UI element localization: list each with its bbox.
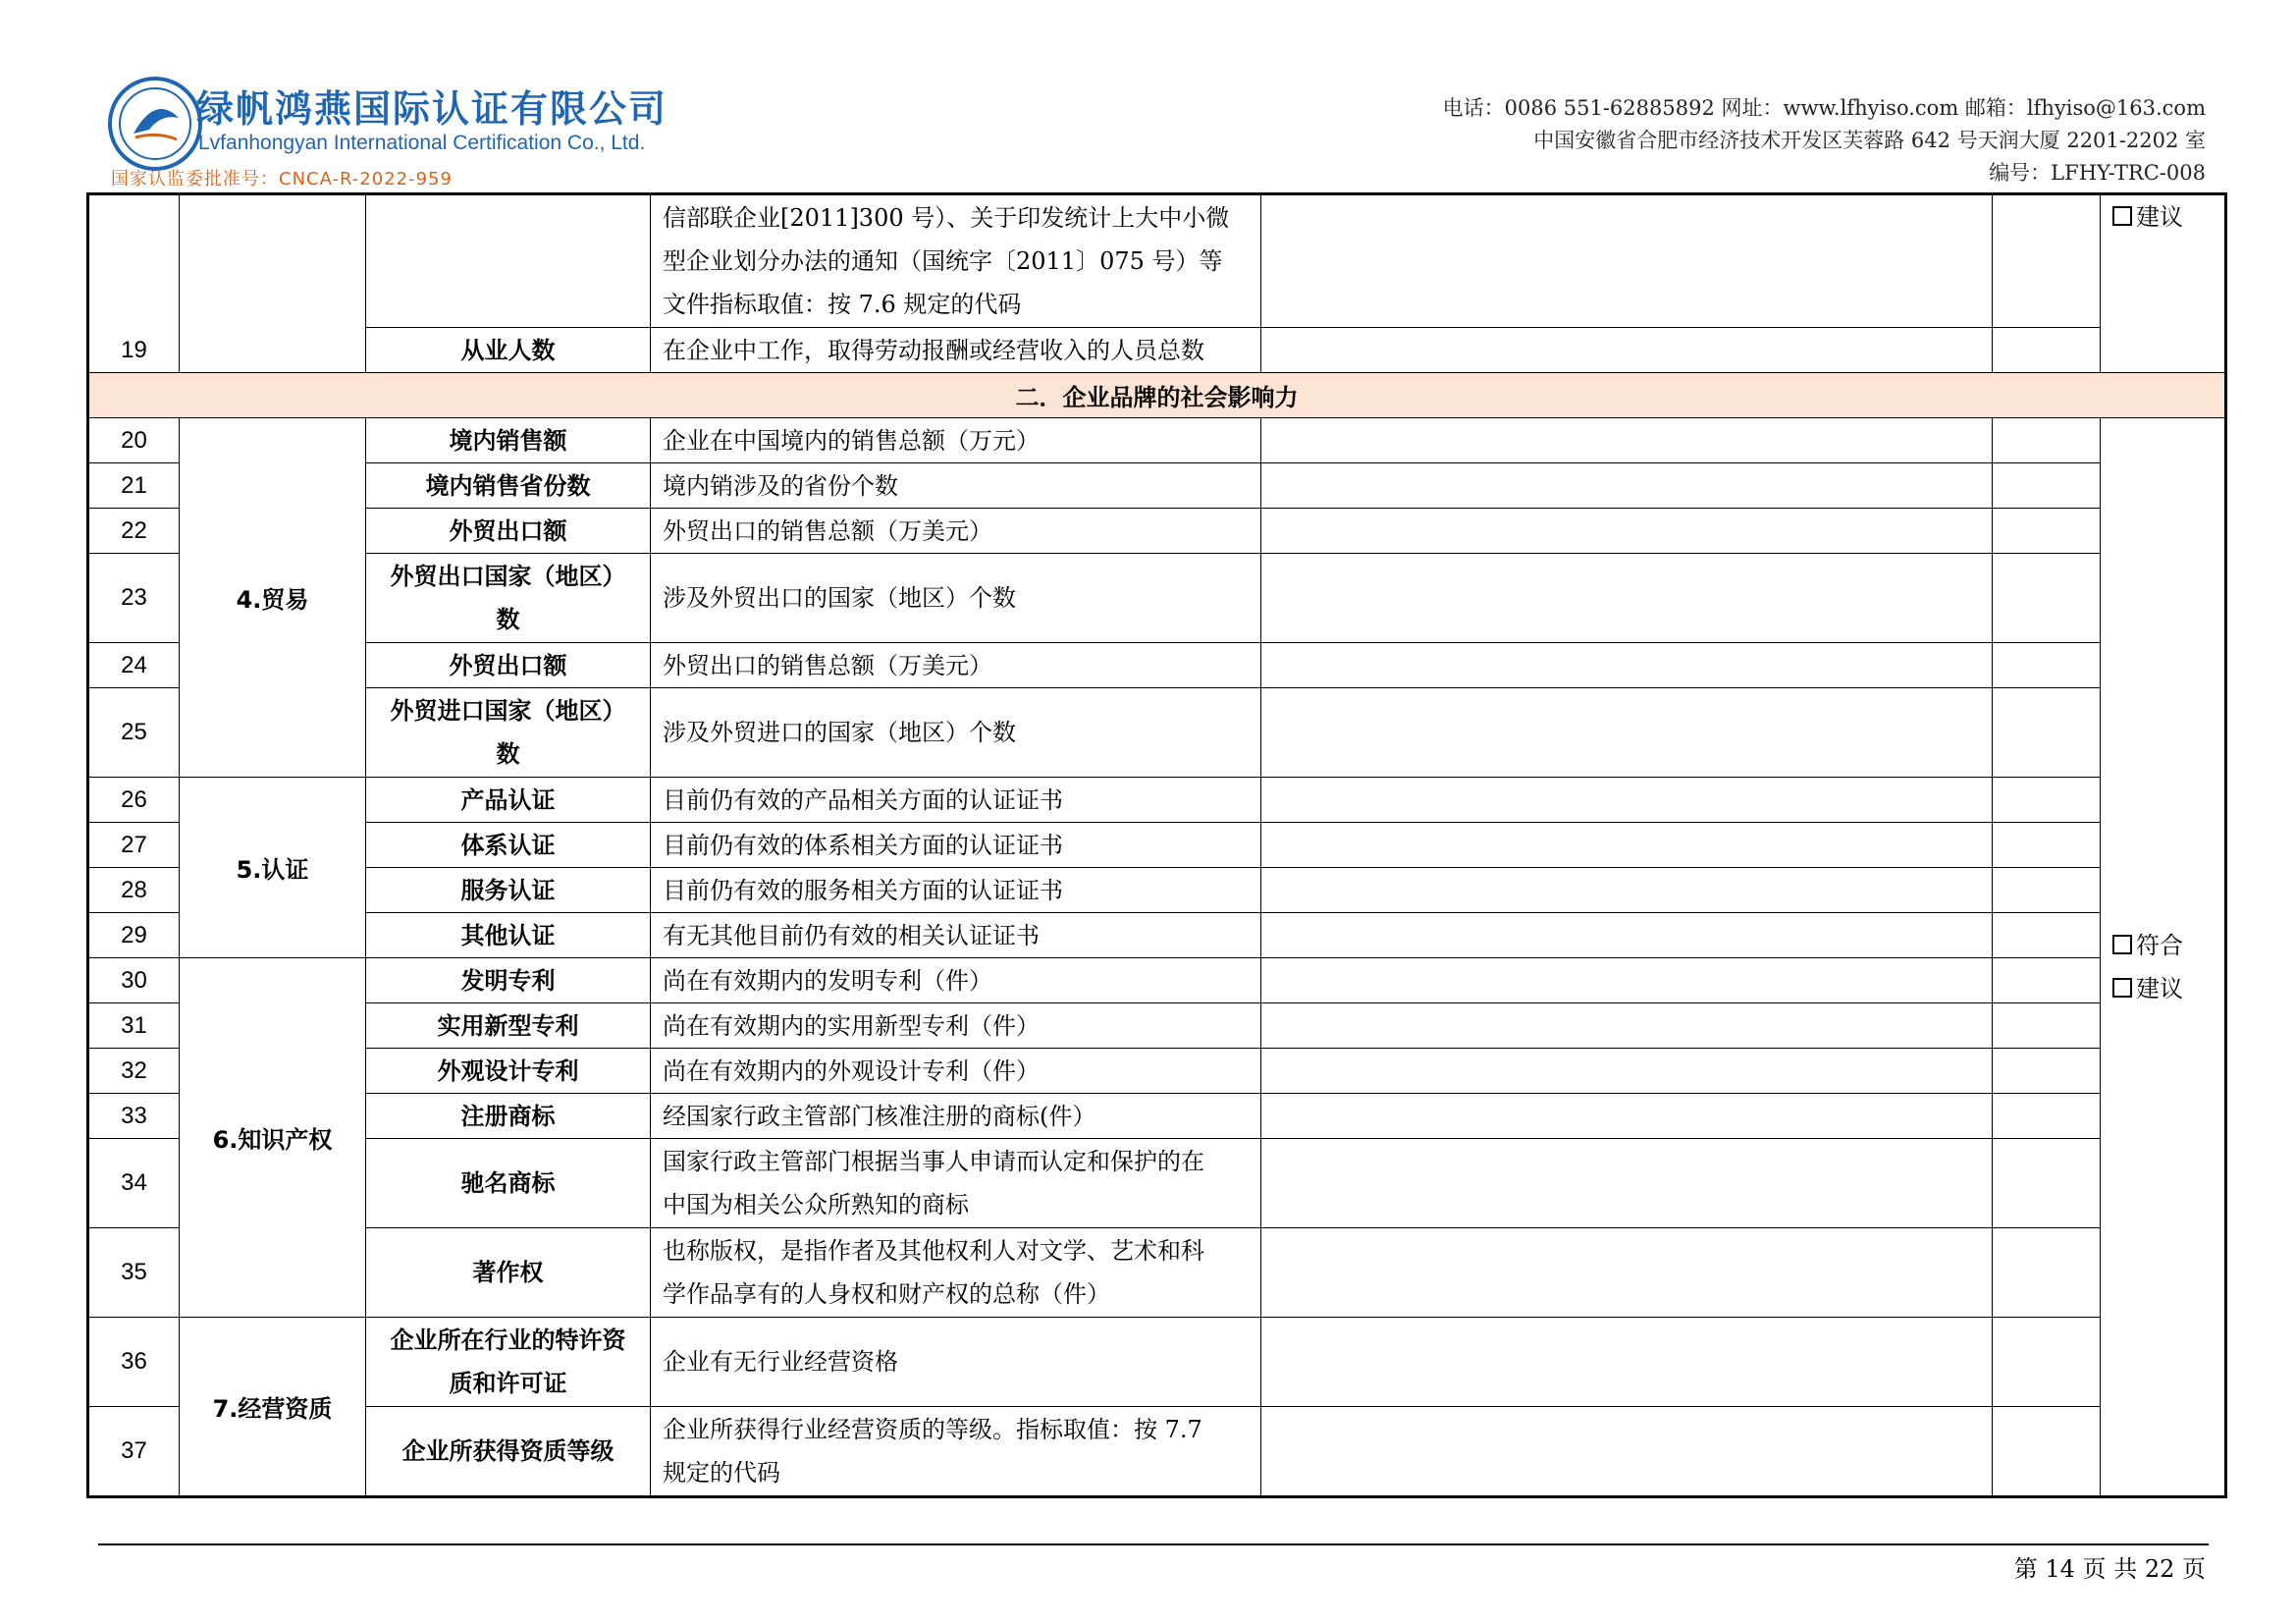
input-cell[interactable] — [1261, 1407, 1993, 1497]
table-row: 28 服务认证 目前仍有效的服务相关方面的认证证书 — [88, 868, 2226, 913]
score-cell[interactable] — [1993, 1318, 2101, 1407]
score-cell[interactable] — [1993, 1139, 2101, 1228]
table-row: 20 4.贸易 境内销售额 企业在中国境内的销售总额（万元） 符合 建议 — [88, 418, 2226, 463]
table-row: 33 注册商标 经国家行政主管部门核准注册的商标(件） — [88, 1094, 2226, 1139]
score-cell[interactable] — [1993, 194, 2101, 328]
table-row: 32 外观设计专利 尚在有效期内的外观设计专利（件） — [88, 1049, 2226, 1094]
table-row: 29 其他认证 有无其他目前仍有效的相关认证证书 — [88, 913, 2226, 958]
company-name-en: Lvfanhongyan International Certification Co., Ltd. — [198, 132, 646, 154]
input-cell[interactable] — [1261, 328, 1993, 373]
page-number: 第 14 页 共 22 页 — [2013, 1555, 2206, 1583]
approval-number: 国家认监委批准号：CNCA-R-2022-959 — [111, 169, 453, 189]
score-cell[interactable] — [1993, 913, 2101, 958]
score-cell[interactable] — [1993, 688, 2101, 778]
input-cell[interactable] — [1261, 1318, 1993, 1407]
score-cell[interactable] — [1993, 418, 2101, 463]
score-cell[interactable] — [1993, 868, 2101, 913]
input-cell[interactable] — [1261, 194, 1993, 328]
category-qualification: 7.经营资质 — [180, 1318, 366, 1497]
checkbox-icon — [2112, 978, 2132, 998]
table-row: 26 5.认证 产品认证 目前仍有效的产品相关方面的认证证书 — [88, 778, 2226, 823]
option-conform[interactable]: 符合 — [2112, 924, 2213, 967]
option-suggest[interactable]: 建议 — [2112, 967, 2213, 1010]
option-suggest[interactable]: 建议 — [2112, 195, 2213, 239]
input-cell[interactable] — [1261, 1228, 1993, 1318]
input-cell[interactable] — [1261, 958, 1993, 1003]
table-row: 37 企业所获得资质等级 企业所获得行业经营资质的等级。指标取值：按 7.7 规定的代码 — [88, 1407, 2226, 1497]
input-cell[interactable] — [1261, 868, 1993, 913]
input-cell[interactable] — [1261, 643, 1993, 688]
checkbox-icon — [2112, 206, 2132, 226]
contact-info: 电话：0086 551-62885892 网址：www.lfhyiso.com 邮箱：lfhyiso@163.com — [1442, 96, 2206, 120]
score-cell[interactable] — [1993, 463, 2101, 509]
score-cell[interactable] — [1993, 958, 2101, 1003]
score-cell[interactable] — [1993, 1407, 2101, 1497]
score-cell[interactable] — [1993, 1003, 2101, 1049]
score-cell[interactable] — [1993, 643, 2101, 688]
table-row: 22 外贸出口额 外贸出口的销售总额（万美元） — [88, 509, 2226, 554]
table-row — [88, 328, 2226, 373]
score-cell[interactable] — [1993, 823, 2101, 868]
input-cell[interactable] — [1261, 463, 1993, 509]
footer-divider — [98, 1543, 2209, 1545]
indicator-name: 从业人数 — [366, 328, 651, 373]
indicator-desc: 在企业中工作，取得劳动报酬或经营收入的人员总数 — [651, 328, 1261, 373]
category-cert: 5.认证 — [180, 778, 366, 958]
row-number: 19 — [121, 337, 147, 363]
table-row: 31 实用新型专利 尚在有效期内的实用新型专利（件） — [88, 1003, 2226, 1049]
company-name-cn: 绿帆鸿燕国际认证有限公司 — [196, 87, 668, 131]
score-cell[interactable] — [1993, 509, 2101, 554]
input-cell[interactable] — [1261, 554, 1993, 643]
document-code: 编号：LFHY-TRC-008 — [1989, 161, 2206, 185]
category-trade: 4.贸易 — [180, 418, 366, 778]
input-cell[interactable] — [1261, 1139, 1993, 1228]
score-cell[interactable] — [1993, 778, 2101, 823]
table-row: 36 7.经营资质 企业所在行业的特许资 质和许可证 企业有无行业经营资格 — [88, 1318, 2226, 1407]
table-row: 21 境内销售省份数 境内销涉及的省份个数 — [88, 463, 2226, 509]
table-row: 35 著作权 也称版权，是指作者及其他权利人对文学、艺术和科 学作品享有的人身权和财产权的总称（件） — [88, 1228, 2226, 1318]
company-logo — [106, 75, 204, 173]
checkbox-icon — [2112, 935, 2132, 954]
input-cell[interactable] — [1261, 418, 1993, 463]
conclusion-cell — [2101, 418, 2226, 1497]
table-row: 27 体系认证 目前仍有效的体系相关方面的认证证书 — [88, 823, 2226, 868]
address: 中国安徽省合肥市经济技术开发区芙蓉路 642 号天润大厦 2201-2202 室 — [1533, 129, 2206, 152]
input-cell[interactable] — [1261, 1049, 1993, 1094]
input-cell[interactable] — [1261, 688, 1993, 778]
score-cell[interactable] — [1993, 328, 2101, 373]
input-cell[interactable] — [1261, 509, 1993, 554]
table-row: 24 外贸出口额 外贸出口的销售总额（万美元） — [88, 643, 2226, 688]
table-row: 23 外贸出口国家（地区） 数 涉及外贸出口的国家（地区）个数 — [88, 554, 2226, 643]
section-header: 二．企业品牌的社会影响力 — [88, 373, 2226, 418]
input-cell[interactable] — [1261, 778, 1993, 823]
table-row: 25 外贸进口国家（地区） 数 涉及外贸进口的国家（地区）个数 — [88, 688, 2226, 778]
score-cell[interactable] — [1993, 1228, 2101, 1318]
table-row — [88, 194, 2226, 328]
score-cell[interactable] — [1993, 1094, 2101, 1139]
score-cell[interactable] — [1993, 1049, 2101, 1094]
input-cell[interactable] — [1261, 823, 1993, 868]
input-cell[interactable] — [1261, 913, 1993, 958]
score-cell[interactable] — [1993, 554, 2101, 643]
category-ip: 6.知识产权 — [180, 958, 366, 1318]
input-cell[interactable] — [1261, 1094, 1993, 1139]
evaluation-table — [86, 192, 2227, 1498]
header-contact-block — [1443, 92, 2206, 189]
table-row: 34 驰名商标 国家行政主管部门根据当事人申请而认定和保护的在 中国为相关公众所熟知的商标 — [88, 1139, 2226, 1228]
indicator-desc: 信部联企业[2011]300 号）、关于印发统计上大中小微 型企业划分办法的通知（国统字〔2011〕075 号）等 文件指标取值：按 7.6 规定的代码 — [651, 194, 1261, 328]
input-cell[interactable] — [1261, 1003, 1993, 1049]
table-row: 30 6.知识产权 发明专利 尚在有效期内的发明专利（件） — [88, 958, 2226, 1003]
